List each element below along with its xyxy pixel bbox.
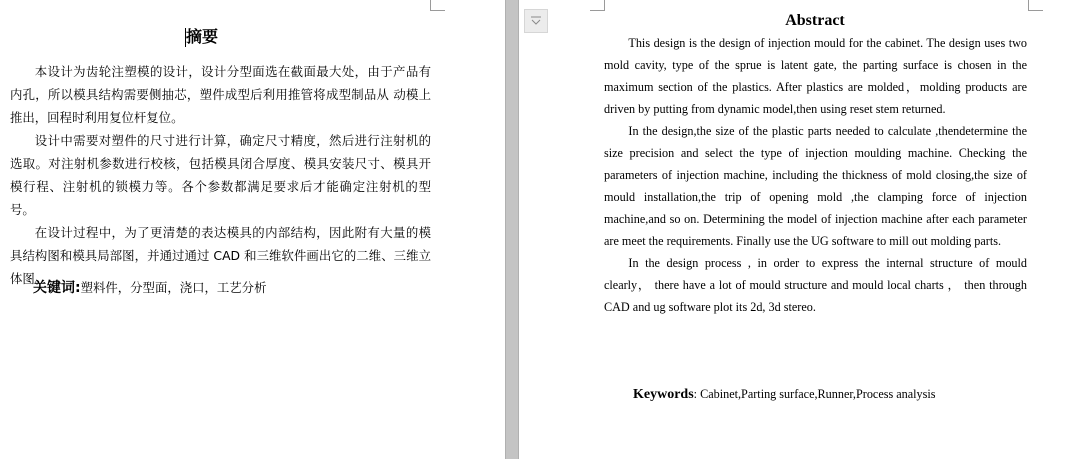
page-title: 摘要 — [185, 27, 218, 46]
paragraph: 设计中需要对塑件的尺寸进行计算，确定尺寸精度，然后进行注射机的选取。对注射机参数进行校核，包括模具闭合厚度、模具安装尺寸、模具开模行程、注射机的锁模力等。各个参数都满足要求后才能确定注射机的型号。 — [10, 133, 431, 217]
keywords-text: 塑料件，分型面，浇口，工艺分析 — [80, 280, 267, 295]
chinese-abstract-body[interactable] — [10, 60, 431, 290]
paragraph: In the design process , in order to express the internal structure of mould clearly， there have a lot of mould structure and mould local charts ， then through CAD and ug software plot its 2d, 3d stereo. — [604, 256, 1027, 314]
page-corner-mark — [590, 0, 605, 11]
keywords-text: : Cabinet,Parting surface,Runner,Process analysis — [693, 387, 936, 401]
text-cursor — [185, 28, 186, 47]
english-abstract-body[interactable] — [604, 32, 1027, 318]
paragraph: 本设计为齿轮注塑模的设计，设计分型面选在截面最大处，由于产品有内孔，所以模具结构需要侧抽芯，塑件成型后利用推管将成型制品从 动模上推出，回程时利用复位杆复位。 — [10, 64, 431, 125]
page-corner-mark — [1028, 0, 1043, 11]
left-page — [0, 0, 505, 459]
paragraph: 在设计过程中，为了更清楚的表达模具的内部结构，因此附有大量的模具结构图和模具局部图，并通过通过 CAD 和三维软件画出它的二维、三维立体图。 — [10, 225, 431, 286]
keywords-line — [33, 278, 266, 298]
keywords-line — [633, 384, 936, 405]
keywords-label: 关键词: — [33, 280, 81, 296]
page-gutter — [505, 0, 519, 459]
paragraph: In the design,the size of the plastic parts needed to calculate ,thendetermine the size precision and select the type of injection moulding machine. Checking the parameters of injection machine, including the thickness of mold closing,the size of mould installation,the trip of opening mold ,the clamping force of injection machine,and so on. Determining the model of injection machine after each parameter are meet the requirements. Finally use the UG software to mill out molding parts. — [604, 124, 1027, 248]
collapse-heading-button[interactable] — [524, 9, 548, 33]
collapse-heading-icon — [529, 12, 543, 31]
paragraph: This design is the design of injection mould for the cabinet. The design uses two mold cavity, type of the sprue is latent gate, the parting surface is chosen in the maximum section of the plastics. After plastics are molded，molding products are driven by putting from dynamic model,then using reset stem returned. — [604, 36, 1027, 116]
keywords-label: Keywords — [633, 387, 694, 402]
abstract-title: Abstract — [785, 12, 845, 29]
page-corner-mark — [430, 0, 445, 11]
